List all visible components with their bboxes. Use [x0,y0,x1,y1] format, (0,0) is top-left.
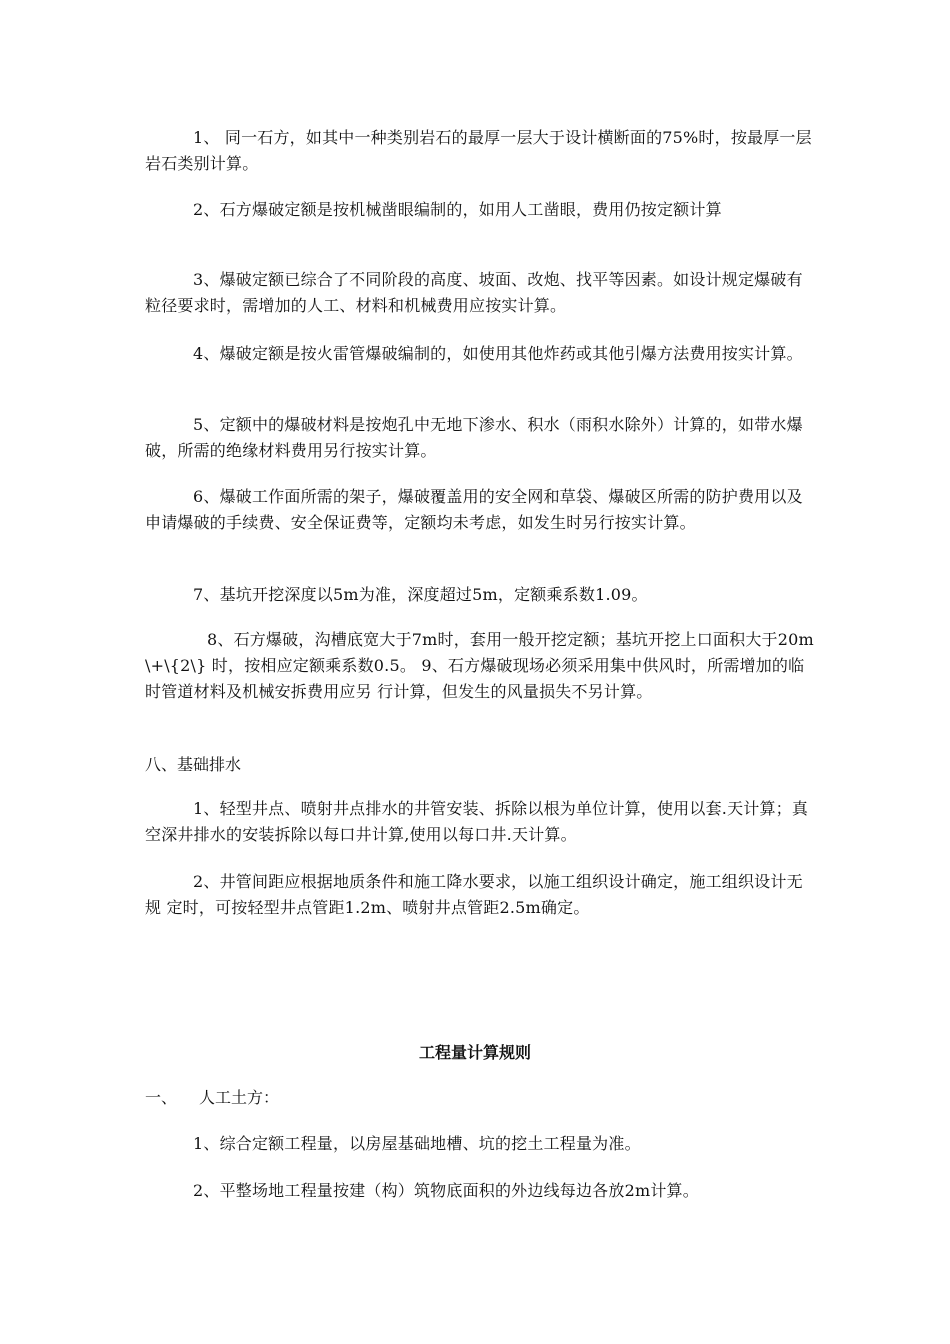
section-eight-paragraph-2: 2、井管间距应根据地质条件和施工降水要求，以施工组织设计确定，施工组织设计无规 定时，可按轻型井点管距1.2m、喷射井点管距2.5m确定。 [145,872,803,917]
paragraph-2: 2、石方爆破定额是按机械凿眼编制的，如用人工凿眼，费用仍按定额计算 [193,200,722,219]
paragraph-5: 5、定额中的爆破材料是按炮孔中无地下渗水、积水（雨积水除外）计算的，如带水爆 破，所需的绝缘材料费用另行按实计算。 [145,415,803,460]
paragraph-1: 1、 同一石方，如其中一种类别岩石的最厚一层大于设计横断面的75%时，按最厚一层 岩石类别计算。 [145,128,812,173]
paragraph-3: 3、爆破定额已综合了不同阶段的高度、坡面、改炮、找平等因素。如设计规定爆破有 粒径要求时，需增加的人工、材料和机械费用应按实计算。 [145,270,803,315]
section-one-paragraph-1: 1、综合定额工程量，以房屋基础地槽、坑的挖土工程量为准。 [193,1134,641,1153]
section-one-paragraph-2: 2、平整场地工程量按建（构）筑物底面积的外边线每边各放2m计算。 [193,1181,699,1200]
rules-title: 工程量计算规则 [418,1043,531,1062]
section-eight-title: 八、基础排水 [145,755,242,774]
section-one-title: 人工土方： [199,1088,280,1107]
paragraph-6: 6、爆破工作面所需的架子，爆破覆盖用的安全网和草袋、爆破区所需的防护费用以及 申请爆破的手续费、安全保证费等，定额均未考虑，如发生时另行按实计算。 [145,487,803,532]
section-one-label: 一、 [145,1088,178,1107]
paragraph-8-9: 8、石方爆破，沟槽底宽大于7m时，套用一般开挖定额；基坑开挖上口面积大于20m\+\{2\} 时，按相应定额乘系数0.5。 9、石方爆破现场必须采用集中供风时，所需增加的临时管道材料及机械安拆费用应另 行计算，但发生的风量损失不另计算。 [145,630,814,701]
paragraph-4: 4、爆破定额是按火雷管爆破编制的，如使用其他炸药或其他引爆方法费用按实计算。 [193,344,803,363]
section-eight-paragraph-1: 1、轻型井点、喷射井点排水的井管安装、拆除以根为单位计算，使用以套.天计算；真 空深井排水的安装拆除以每口井计算,使用以每口井.天计算。 [145,799,809,844]
paragraph-7: 7、基坑开挖深度以5m为准，深度超过5m，定额乘系数1.09。 [193,585,648,604]
section-one-heading [145,1085,279,1111]
